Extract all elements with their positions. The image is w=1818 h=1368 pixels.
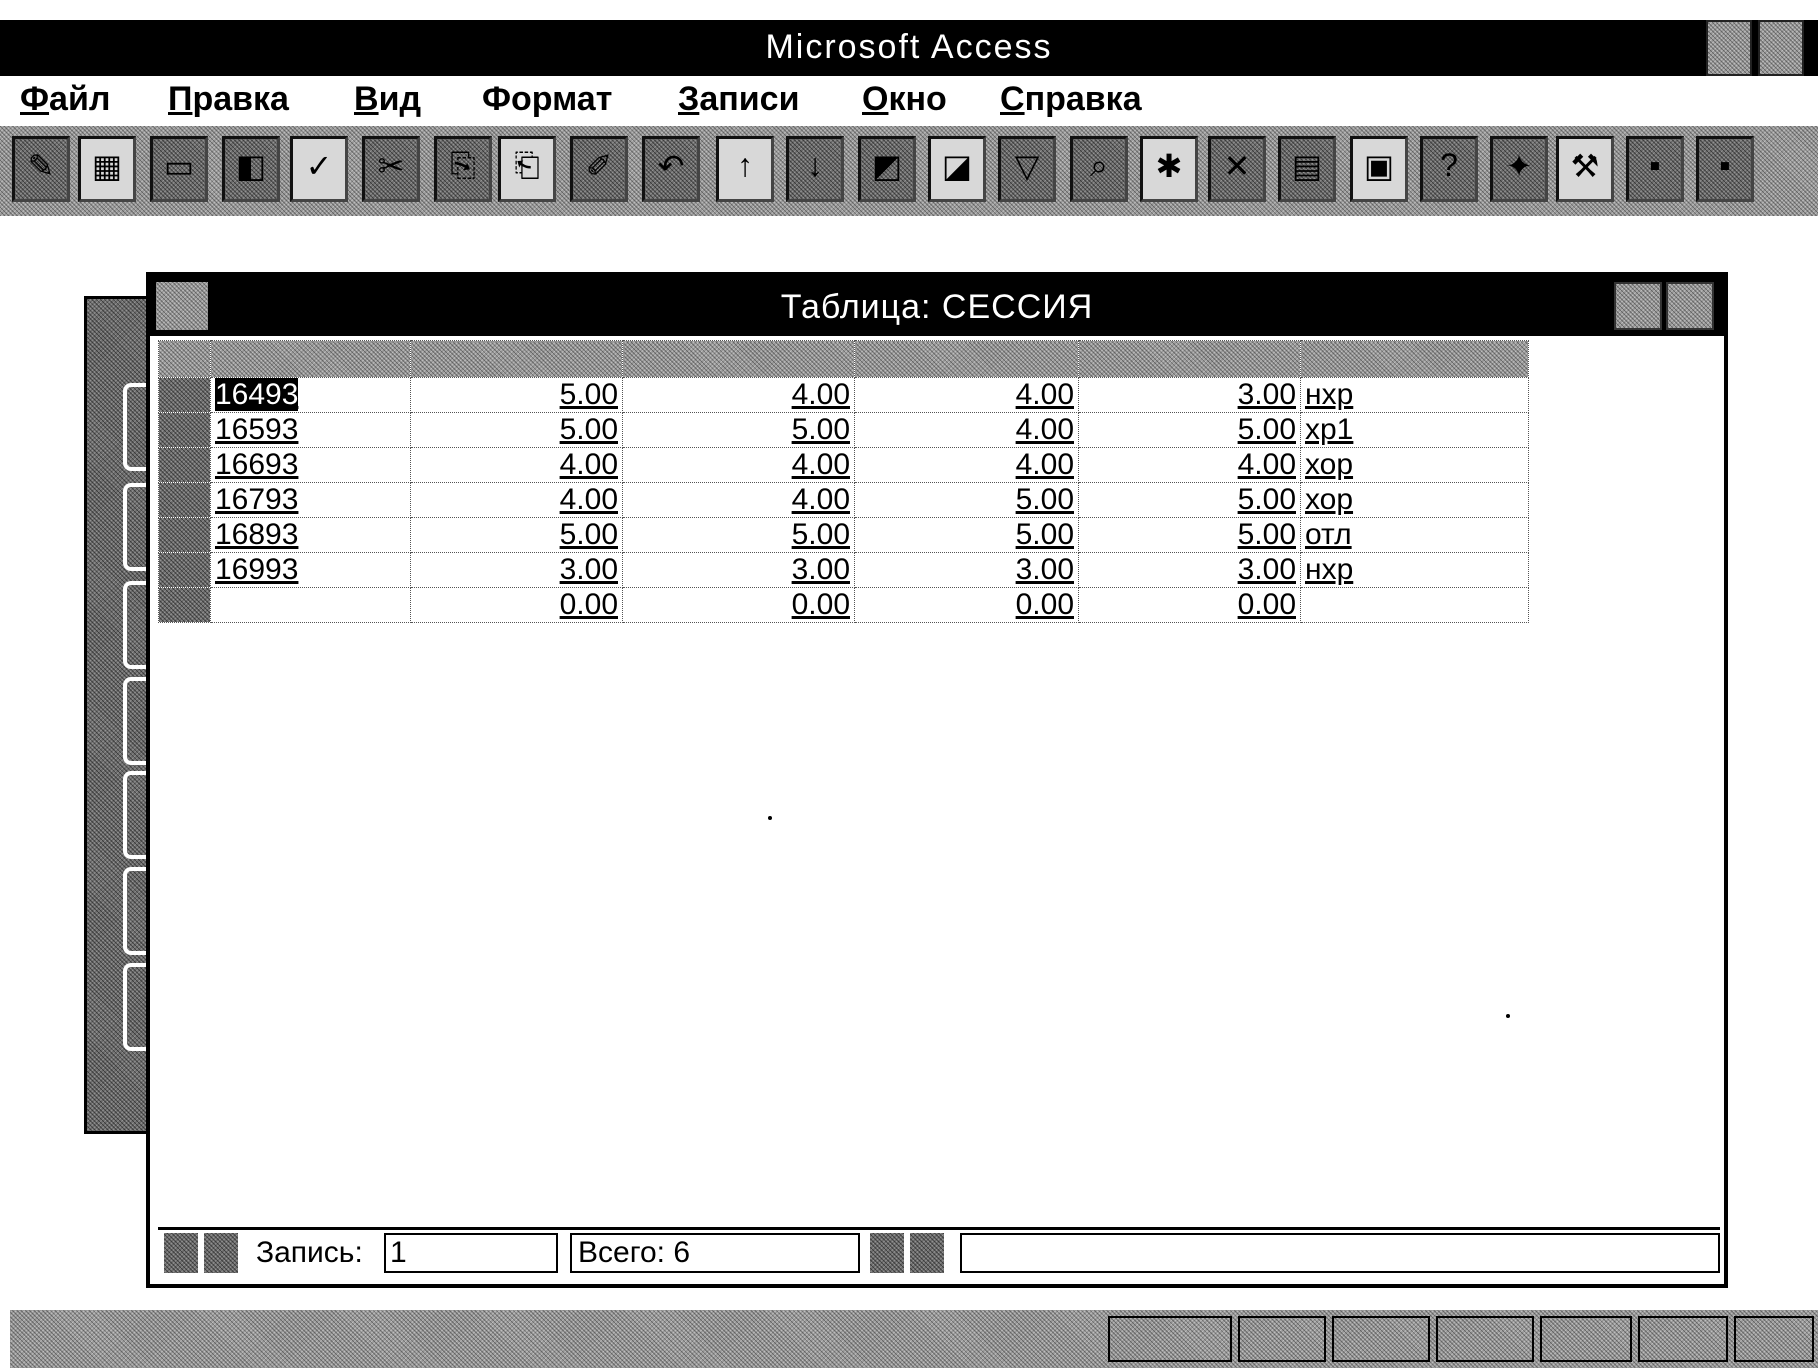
cell-num: 16993 (215, 553, 299, 586)
cell-num: 16493 (215, 378, 299, 411)
cell-o2: 5.00 (791, 413, 850, 446)
minimize-button[interactable] (1706, 20, 1752, 76)
cell-o4: 5.00 (1237, 483, 1296, 516)
table-window-title-bar (150, 276, 1724, 336)
undo-icon[interactable]: ↶ (642, 136, 700, 202)
cell-o4: 5.00 (1237, 413, 1296, 446)
horizontal-scrollbar[interactable] (960, 1233, 1720, 1273)
menu-help[interactable]: Справка (1000, 80, 1142, 118)
first-record-icon[interactable] (164, 1233, 198, 1273)
datasheet-view-icon[interactable]: ▦ (78, 136, 136, 202)
cell-result: хор (1305, 483, 1354, 516)
column-header-o1[interactable] (411, 341, 623, 378)
table-cell[interactable] (211, 448, 411, 483)
record-navigation-bar (158, 1227, 1720, 1278)
column-header-row (159, 341, 1529, 378)
cell-o2: 4.00 (791, 378, 850, 411)
cell-o4: 4.00 (1237, 448, 1296, 481)
cell-o1: 5.00 (559, 413, 618, 446)
cell-o1: 4.00 (559, 483, 618, 516)
table-cell[interactable] (1079, 588, 1301, 623)
table-cell[interactable] (211, 483, 411, 518)
column-header-o3[interactable] (855, 341, 1079, 378)
menu-file[interactable]: Файл (20, 80, 111, 118)
table-cell[interactable] (1301, 413, 1529, 448)
column-header-result[interactable] (1301, 341, 1529, 378)
help-icon[interactable]: ? (1420, 136, 1478, 202)
sort-descending-icon[interactable]: ↓ (786, 136, 844, 202)
cell-num: 16893 (215, 518, 299, 551)
column-header-o2[interactable] (623, 341, 855, 378)
print-preview-icon[interactable]: ◧ (222, 136, 280, 202)
table-cell[interactable] (623, 553, 855, 588)
table-cell[interactable] (1301, 553, 1529, 588)
table-cell[interactable] (1301, 588, 1529, 623)
table-cell[interactable] (411, 448, 623, 483)
cell-o4: 5.00 (1237, 518, 1296, 551)
extra-1-icon[interactable]: ▪ (1626, 136, 1684, 202)
previous-record-icon[interactable] (204, 1233, 238, 1273)
cell-o3: 5.00 (1015, 483, 1074, 516)
cell-o2: 3.00 (791, 553, 850, 586)
cell-num: 16693 (215, 448, 299, 481)
status-indicator (1436, 1316, 1534, 1362)
record-selector[interactable] (159, 518, 211, 553)
table-cell[interactable] (1301, 518, 1529, 553)
cell-result: нхр (1305, 553, 1354, 586)
table-cell[interactable] (1301, 448, 1529, 483)
filter-by-form-icon[interactable]: ◪ (928, 136, 986, 202)
cell-o3: 5.00 (1015, 518, 1074, 551)
status-indicator (1734, 1316, 1814, 1362)
menu-window[interactable]: Окно (862, 80, 947, 118)
table-cell[interactable] (411, 413, 623, 448)
scan-speck (1506, 1014, 1510, 1018)
menu-format[interactable]: Формат (482, 80, 613, 118)
last-record-icon[interactable] (910, 1233, 944, 1273)
table-cell[interactable] (411, 588, 623, 623)
format-painter-icon[interactable]: ✐ (570, 136, 628, 202)
menu-view[interactable]: Вид (354, 80, 422, 118)
cell-o3: 4.00 (1015, 378, 1074, 411)
table-cell[interactable] (855, 518, 1079, 553)
table-cell[interactable] (1079, 378, 1301, 413)
menu-records[interactable]: Записи (678, 80, 800, 118)
database-window-strip (84, 296, 154, 1134)
cell-o1: 4.00 (559, 448, 618, 481)
app-title-bar (0, 20, 1818, 76)
table-row (159, 483, 1529, 518)
app-title: Microsoft Access (765, 28, 1053, 66)
restore-button[interactable] (1758, 20, 1804, 76)
table-cell[interactable] (855, 448, 1079, 483)
status-bar (10, 1310, 1818, 1368)
cell-o1: 3.00 (559, 553, 618, 586)
copy-icon[interactable]: ⎘ (434, 136, 492, 202)
window-maximize-button[interactable] (1666, 282, 1714, 330)
toolbar (0, 126, 1818, 216)
table-cell[interactable] (1079, 413, 1301, 448)
table-cell[interactable] (623, 483, 855, 518)
spelling-icon[interactable]: ✓ (290, 136, 348, 202)
table-cell[interactable] (411, 553, 623, 588)
cell-o1: 5.00 (559, 518, 618, 551)
record-number-input[interactable]: 1 (384, 1233, 558, 1273)
table-cell[interactable] (411, 518, 623, 553)
wizard-icon[interactable]: ✦ (1490, 136, 1548, 202)
cell-o1: 5.00 (559, 378, 618, 411)
table-cell[interactable] (1301, 378, 1529, 413)
cell-o1: 0.00 (559, 588, 618, 621)
table-cell[interactable] (855, 588, 1079, 623)
record-selector[interactable] (159, 413, 211, 448)
new-record-icon[interactable]: ✱ (1140, 136, 1198, 202)
table-cell[interactable] (623, 413, 855, 448)
table-cell[interactable] (211, 378, 411, 413)
cell-o3: 0.00 (1015, 588, 1074, 621)
cell-o2: 4.00 (791, 448, 850, 481)
cell-result: хр1 (1305, 413, 1354, 446)
new-record-row (159, 588, 1529, 623)
status-indicator (1108, 1316, 1232, 1362)
cell-o4: 3.00 (1237, 553, 1296, 586)
filter-by-selection-icon[interactable]: ◩ (858, 136, 916, 202)
cell-o3: 4.00 (1015, 413, 1074, 446)
table-row (159, 413, 1529, 448)
record-selector[interactable] (159, 378, 211, 413)
window-minimize-button[interactable] (1614, 282, 1662, 330)
datasheet-table (158, 340, 1529, 623)
table-cell[interactable] (211, 413, 411, 448)
record-label: Запись: (250, 1233, 376, 1273)
record-selector[interactable] (159, 448, 211, 483)
cell-o2: 0.00 (791, 588, 850, 621)
status-indicator (1238, 1316, 1326, 1362)
cell-result: нхр (1305, 378, 1354, 411)
select-all-corner[interactable] (159, 341, 211, 378)
total-records-label: Всего: 6 (570, 1233, 860, 1273)
find-icon[interactable]: ⌕ (1070, 136, 1128, 202)
table-cell[interactable] (623, 518, 855, 553)
table-cell[interactable] (1079, 483, 1301, 518)
cell-num: 16793 (215, 483, 299, 516)
table-cell[interactable] (1079, 553, 1301, 588)
cell-result: хор (1305, 448, 1354, 481)
table-cell[interactable] (623, 448, 855, 483)
column-header-num[interactable] (211, 341, 411, 378)
table-cell[interactable] (211, 588, 411, 623)
cell-o3: 3.00 (1015, 553, 1074, 586)
cell-result: отл (1305, 518, 1352, 551)
cell-o2: 4.00 (791, 483, 850, 516)
table-row (159, 518, 1529, 553)
cut-icon[interactable]: ✂ (362, 136, 420, 202)
extra-2-icon[interactable]: ▪ (1696, 136, 1754, 202)
build-icon[interactable]: ⚒ (1556, 136, 1614, 202)
delete-record-icon[interactable]: ✕ (1208, 136, 1266, 202)
cell-o2: 5.00 (791, 518, 850, 551)
status-indicator (1540, 1316, 1632, 1362)
menu-bar (0, 78, 1818, 124)
table-cell[interactable] (1301, 483, 1529, 518)
table-cell[interactable] (623, 378, 855, 413)
table-cell[interactable] (855, 413, 1079, 448)
table-cell[interactable] (411, 378, 623, 413)
database-window-icon[interactable]: ▤ (1278, 136, 1336, 202)
table-cell[interactable] (211, 553, 411, 588)
menu-edit[interactable]: Правка (168, 80, 289, 118)
table-row (159, 553, 1529, 588)
table-window-title: Таблица: СЕССИЯ (780, 288, 1094, 326)
save-icon[interactable]: ▭ (150, 136, 208, 202)
cell-o4: 3.00 (1237, 378, 1296, 411)
record-selector[interactable] (159, 553, 211, 588)
table-cell[interactable] (211, 518, 411, 553)
table-row (159, 448, 1529, 483)
record-selector[interactable] (159, 588, 211, 623)
table-cell[interactable] (855, 378, 1079, 413)
record-selector[interactable] (159, 483, 211, 518)
new-object-icon[interactable]: ▣ (1350, 136, 1408, 202)
table-cell[interactable] (411, 483, 623, 518)
datasheet (158, 340, 1529, 623)
scan-speck (768, 816, 772, 820)
table-cell[interactable] (855, 553, 1079, 588)
column-header-o4[interactable] (1079, 341, 1301, 378)
cell-o4: 0.00 (1237, 588, 1296, 621)
table-cell[interactable] (855, 483, 1079, 518)
table-cell[interactable] (1079, 518, 1301, 553)
status-indicator (1332, 1316, 1430, 1362)
table-row (159, 378, 1529, 413)
cell-o3: 4.00 (1015, 448, 1074, 481)
table-cell[interactable] (623, 588, 855, 623)
apply-filter-icon[interactable]: ▽ (998, 136, 1056, 202)
status-indicator (1638, 1316, 1728, 1362)
table-cell[interactable] (1079, 448, 1301, 483)
paste-icon[interactable]: ⎗ (498, 136, 556, 202)
sort-ascending-icon[interactable]: ↑ (716, 136, 774, 202)
table-window (146, 272, 1728, 1288)
cell-num: 16593 (215, 413, 299, 446)
next-record-icon[interactable] (870, 1233, 904, 1273)
design-view-icon[interactable]: ✎ (12, 136, 70, 202)
